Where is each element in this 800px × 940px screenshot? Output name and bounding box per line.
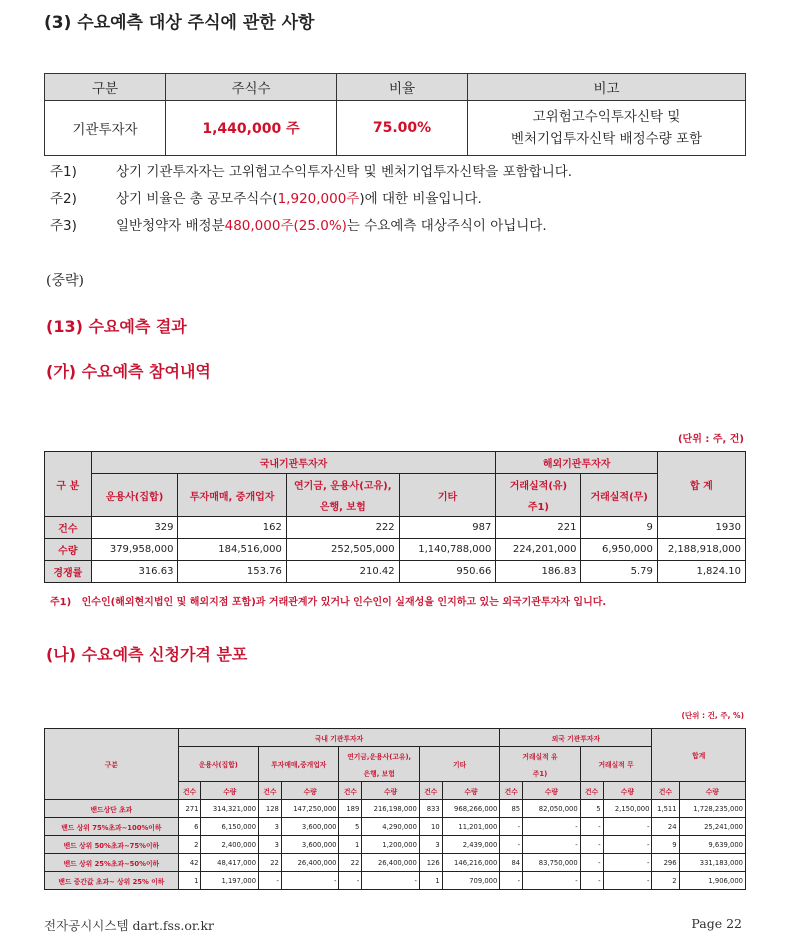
col-qty: 수량 — [603, 782, 652, 800]
cell: 3,600,000 — [281, 818, 339, 836]
col-qty: 수량 — [362, 782, 420, 800]
cell: 1930 — [657, 517, 745, 539]
col-domestic: 국내 기관투자자 — [178, 729, 500, 747]
col-remark: 비고 — [468, 74, 746, 101]
cell: 5 — [580, 800, 603, 818]
col-category: 구분 — [45, 74, 166, 101]
cell: 1 — [419, 872, 442, 890]
footer-source: 전자공시시스템 dart.fss.or.kr — [44, 918, 215, 933]
col-broker: 투자매매,중개업자 — [259, 747, 339, 782]
cell: 709,000 — [442, 872, 500, 890]
cell: 2 — [652, 872, 679, 890]
cell: 5 — [339, 818, 362, 836]
cell: 316.63 — [91, 561, 178, 583]
cell: 2,439,000 — [442, 836, 500, 854]
row-label: 밴드 중간값 초과~ 상위 25% 이하 — [45, 872, 179, 890]
sub-ga-title: (가) 수요예측 참여내역 — [46, 362, 211, 381]
cell: 3,600,000 — [281, 836, 339, 854]
cell: 26,400,000 — [281, 854, 339, 872]
col-pension: 연기금, 운용사(고유), — [286, 474, 399, 496]
cell: 6 — [178, 818, 201, 836]
table-row — [45, 561, 746, 583]
col-total: 합 계 — [657, 452, 745, 517]
col-qty: 수량 — [523, 782, 581, 800]
remark-line-1: 고위험고수익투자신탁 및 — [532, 109, 681, 125]
note-1 — [50, 160, 572, 180]
cell: 25,241,000 — [679, 818, 745, 836]
cell: 950.66 — [399, 561, 496, 583]
cell: 1,511 — [652, 800, 679, 818]
cell: 85 — [500, 800, 523, 818]
cell: - — [523, 836, 581, 854]
row-label: 경쟁률 — [45, 561, 92, 583]
col-count: 건수 — [419, 782, 442, 800]
note-label: 주2) — [50, 191, 77, 207]
cell: 252,505,000 — [286, 539, 399, 561]
table-header-row — [45, 452, 746, 474]
col-asset-mgr: 운용사(집합) — [178, 747, 258, 782]
col-foreign: 외국 기관투자자 — [500, 729, 652, 747]
note-text: 상기 비율은 총 공모주식수( — [116, 191, 278, 207]
note-text: 상기 기관투자자는 고위험고수익투자신탁 및 벤처기업투자신탁을 포함합니다. — [116, 164, 573, 180]
omitted-marker: (중략) — [46, 273, 84, 289]
col-asset-mgr: 운용사(집합) — [91, 474, 178, 517]
cell: 162 — [178, 517, 286, 539]
cell: - — [523, 872, 581, 890]
cell: 833 — [419, 800, 442, 818]
cell: 22 — [259, 854, 282, 872]
cell: 3 — [259, 836, 282, 854]
cell: 6,950,000 — [581, 539, 657, 561]
cell: 153.76 — [178, 561, 286, 583]
table-row — [45, 818, 746, 836]
cell: - — [603, 836, 652, 854]
row-label: 건수 — [45, 517, 92, 539]
col-foreign-notrack: 거래실적 무 — [580, 747, 652, 782]
col-pension-2: 은행, 보험 — [286, 495, 399, 517]
table-row — [45, 854, 746, 872]
cell: 2,150,000 — [603, 800, 652, 818]
row-label: 밴드 상위 50%초과~75%이하 — [45, 836, 179, 854]
col-domestic: 국내기관투자자 — [91, 452, 496, 474]
cell: - — [281, 872, 339, 890]
cell: - — [259, 872, 282, 890]
cell: 314,321,000 — [201, 800, 259, 818]
cell: - — [500, 836, 523, 854]
col-foreign-track: 거래실적(유) — [496, 474, 581, 496]
cell: 146,216,000 — [442, 854, 500, 872]
col-count: 건수 — [580, 782, 603, 800]
table-row — [45, 517, 746, 539]
allocation-table — [44, 73, 746, 156]
row-label: 밴드 상위 75%초과~100%이하 — [45, 818, 179, 836]
note-text: 일반청약자 배정분 — [116, 218, 225, 234]
col-category: 구 분 — [45, 452, 92, 517]
cell-ratio: 75.00% — [337, 101, 468, 156]
cell: 1 — [178, 872, 201, 890]
remark-line-2: 벤처기업투자신탁 배정수량 포함 — [510, 131, 703, 147]
cell: 11,201,000 — [442, 818, 500, 836]
cell: 3 — [259, 818, 282, 836]
cell: 128 — [259, 800, 282, 818]
note-3 — [50, 214, 547, 234]
cell: 186.83 — [496, 561, 581, 583]
cell: 1 — [339, 836, 362, 854]
col-count: 건수 — [652, 782, 679, 800]
cell: - — [339, 872, 362, 890]
note-label: 주3) — [50, 218, 77, 234]
participation-table — [44, 451, 746, 583]
cell: 82,050,000 — [523, 800, 581, 818]
table2-unit: (단위 : 주, 건) — [677, 434, 744, 445]
note-highlight: 480,000주(25.0%) — [224, 218, 347, 234]
col-foreign-track: 거래실적 유 — [500, 747, 580, 765]
col-qty: 수량 — [281, 782, 339, 800]
col-broker: 투자매매, 중개업자 — [178, 474, 286, 517]
col-qty: 수량 — [201, 782, 259, 800]
cell: - — [523, 818, 581, 836]
cell: 9 — [652, 836, 679, 854]
section-13-title: (13) 수요예측 결과 — [46, 317, 187, 336]
price-distribution-table — [44, 728, 746, 890]
col-count: 건수 — [259, 782, 282, 800]
col-other: 기타 — [399, 474, 496, 517]
section-3-title: (3) 수요예측 대상 주식에 관한 사항 — [44, 13, 315, 33]
cell: 1,197,000 — [201, 872, 259, 890]
col-foreign: 해외기관투자자 — [496, 452, 657, 474]
col-foreign-track-note: 주1) — [500, 764, 580, 782]
cell: 3 — [419, 836, 442, 854]
table-header-row — [45, 729, 746, 747]
cell-remark — [468, 101, 746, 156]
cell: 2 — [178, 836, 201, 854]
cell: 147,250,000 — [281, 800, 339, 818]
note-2 — [50, 187, 482, 207]
cell: 224,201,000 — [496, 539, 581, 561]
col-count: 건수 — [500, 782, 523, 800]
cell: - — [603, 854, 652, 872]
cell: 222 — [286, 517, 399, 539]
cell: 42 — [178, 854, 201, 872]
table-row — [45, 101, 746, 156]
cell-shares: 1,440,000 주 — [166, 101, 337, 156]
sub-na-title: (나) 수요예측 신청가격 분포 — [46, 645, 248, 664]
cell: 10 — [419, 818, 442, 836]
cell: 84 — [500, 854, 523, 872]
cell: 210.42 — [286, 561, 399, 583]
note-text: 는 수요예측 대상주식이 아닙니다. — [346, 218, 547, 234]
cell: 1,200,000 — [362, 836, 420, 854]
col-category: 구분 — [45, 729, 179, 800]
col-foreign-notrack: 거래실적(무) — [581, 474, 657, 517]
cell: 126 — [419, 854, 442, 872]
cell: 9,639,000 — [679, 836, 745, 854]
cell: 26,400,000 — [362, 854, 420, 872]
row-label: 밴드 상위 25%초과~50%이하 — [45, 854, 179, 872]
cell: 24 — [652, 818, 679, 836]
cell: - — [580, 818, 603, 836]
table-header-row — [45, 74, 746, 101]
col-ratio: 비율 — [337, 74, 468, 101]
cell: - — [603, 872, 652, 890]
cell: 216,198,000 — [362, 800, 420, 818]
table2-footnote: 주1) 인수인(해외현지법인 및 해외지점 포함)과 거래관계가 있거나 인수인이 실재성을 인지하고 있는 외국기관투자자 입니다. — [50, 597, 607, 608]
cell: - — [603, 818, 652, 836]
cell: 22 — [339, 854, 362, 872]
cell: 221 — [496, 517, 581, 539]
col-foreign-track-note: 주1) — [496, 495, 581, 517]
cell: 296 — [652, 854, 679, 872]
cell: 48,417,000 — [201, 854, 259, 872]
cell: 83,750,000 — [523, 854, 581, 872]
note-text: )에 대한 비율입니다. — [359, 191, 482, 207]
cell: 9 — [581, 517, 657, 539]
cell: 968,266,000 — [442, 800, 500, 818]
row-label: 밴드상단 초과 — [45, 800, 179, 818]
table-row — [45, 800, 746, 818]
table-row — [45, 539, 746, 561]
cell: 331,183,000 — [679, 854, 745, 872]
cell: - — [580, 836, 603, 854]
cell: - — [500, 818, 523, 836]
cell: - — [580, 872, 603, 890]
note-highlight: 1,920,000주 — [277, 191, 360, 207]
cell: 329 — [91, 517, 178, 539]
table-row — [45, 836, 746, 854]
cell: 189 — [339, 800, 362, 818]
cell-category: 기관투자자 — [45, 101, 166, 156]
cell: 1,824.10 — [657, 561, 745, 583]
note-label: 주1) — [50, 164, 77, 180]
table3-unit: (단위 : 건, 주, %) — [681, 711, 744, 720]
col-other: 기타 — [419, 747, 499, 782]
cell: 184,516,000 — [178, 539, 286, 561]
footer-page: Page 22 — [691, 916, 742, 931]
cell: - — [362, 872, 420, 890]
col-count: 건수 — [178, 782, 201, 800]
table-body — [45, 800, 746, 890]
table-row — [45, 872, 746, 890]
cell: 271 — [178, 800, 201, 818]
cell: 987 — [399, 517, 496, 539]
table-subheader-row — [45, 474, 746, 496]
col-qty: 수량 — [442, 782, 500, 800]
cell: 4,290,000 — [362, 818, 420, 836]
col-pension-2: 은행, 보험 — [339, 764, 419, 782]
cell: 5.79 — [581, 561, 657, 583]
cell: 379,958,000 — [91, 539, 178, 561]
cell: - — [500, 872, 523, 890]
cell: 2,400,000 — [201, 836, 259, 854]
col-qty: 수량 — [679, 782, 745, 800]
cell: 1,140,788,000 — [399, 539, 496, 561]
col-total: 합계 — [652, 729, 746, 782]
cell: 6,150,000 — [201, 818, 259, 836]
col-shares: 주식수 — [166, 74, 337, 101]
col-count: 건수 — [339, 782, 362, 800]
cell: 1,728,235,000 — [679, 800, 745, 818]
col-pension: 연기금,운용사(고유), — [339, 747, 419, 765]
cell: 1,906,000 — [679, 872, 745, 890]
cell: - — [580, 854, 603, 872]
cell: 2,188,918,000 — [657, 539, 745, 561]
row-label: 수량 — [45, 539, 92, 561]
